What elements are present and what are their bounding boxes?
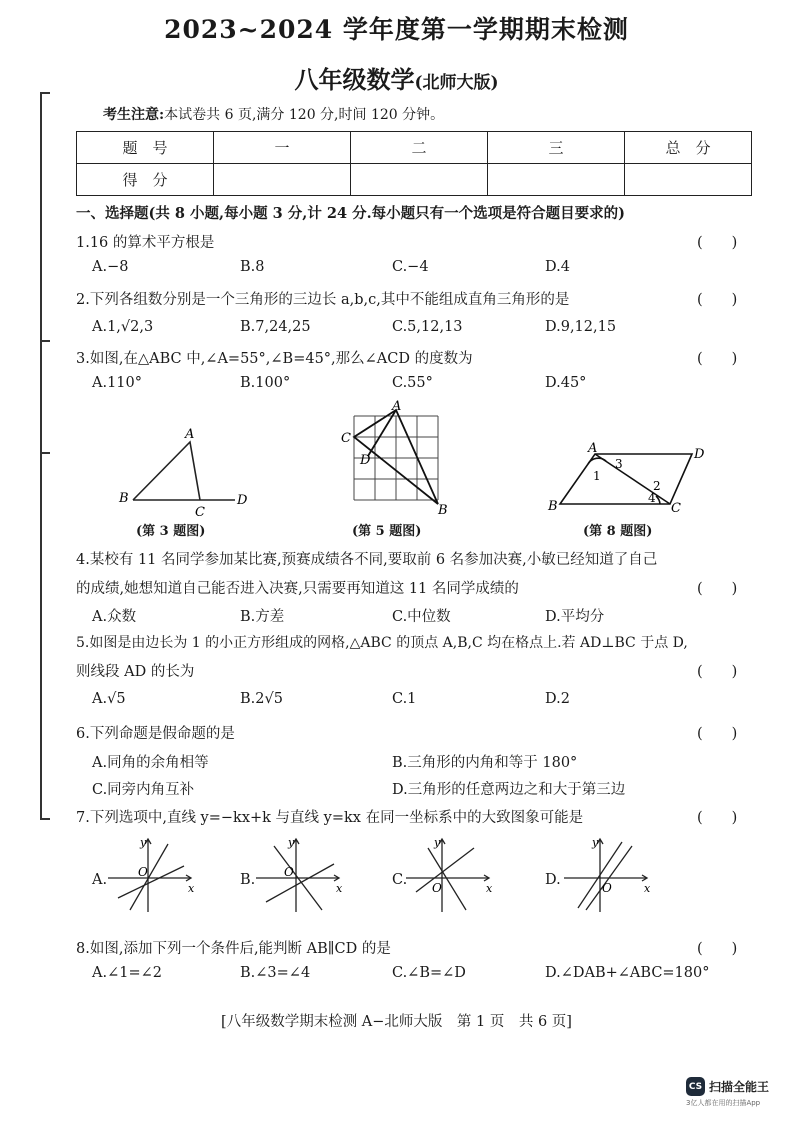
question-stem: 7.下列选项中,直线 y=−kx+k 与直线 y=kx 在同一坐标系中的大致图象可能是 bbox=[76, 810, 584, 826]
score-table bbox=[76, 131, 752, 196]
candidate-notice bbox=[103, 104, 444, 124]
origin-label: O bbox=[138, 865, 148, 879]
figure-q3-triangle bbox=[115, 420, 255, 520]
option-c: C.∠B=∠D bbox=[392, 965, 466, 981]
y-axis-label: y bbox=[288, 836, 295, 849]
answer-paren: ( ) bbox=[697, 664, 738, 680]
answer-paren: ( ) bbox=[697, 292, 738, 308]
option-b: B.方差 bbox=[240, 609, 285, 625]
graph-option-b bbox=[252, 836, 347, 916]
score-row-label: 得 分 bbox=[77, 164, 214, 196]
question-stem: 6.下列命题是假命题的是 bbox=[76, 726, 235, 742]
option-b: B.100° bbox=[240, 375, 291, 391]
option-c: C. bbox=[392, 872, 408, 888]
angle-3: 3 bbox=[615, 457, 623, 471]
question-stem: 2.下列各组数分别是一个三角形的三边长 a,b,c,其中不能组成直角三角形的是 bbox=[76, 292, 570, 308]
score-header-cell: 三 bbox=[488, 132, 625, 164]
margin-tick bbox=[40, 818, 50, 820]
question-stem: 1.16 的算术平方根是 bbox=[76, 235, 215, 251]
option-d: D.三角形的任意两边之和大于第三边 bbox=[392, 782, 626, 798]
option-b: B.∠3=∠4 bbox=[240, 965, 311, 981]
question-stem: 8.如图,添加下列一个条件后,能判断 AB∥CD 的是 bbox=[76, 941, 391, 957]
option-a: A. bbox=[92, 872, 108, 888]
score-header-cell: 二 bbox=[351, 132, 488, 164]
angle-2: 2 bbox=[653, 479, 661, 493]
edition-label: (北师大版) bbox=[414, 73, 499, 93]
figure-caption: (第 3 题图) bbox=[136, 524, 206, 539]
option-d: D.45° bbox=[545, 375, 587, 391]
label-c: C bbox=[341, 431, 351, 446]
scanner-tagline: 3亿人都在用的扫描App bbox=[686, 1099, 761, 1107]
angle-4: 4 bbox=[648, 491, 656, 505]
graph-option-d bbox=[560, 836, 655, 916]
option-c: C.同旁内角互补 bbox=[92, 782, 195, 798]
figure-q5-grid bbox=[338, 400, 458, 518]
x-axis-label: x bbox=[188, 882, 195, 895]
notice-label: 考生注意: bbox=[103, 107, 165, 123]
score-cell[interactable] bbox=[625, 164, 752, 196]
option-b: B.2√5 bbox=[240, 691, 283, 707]
option-a: A.1,√2,3 bbox=[92, 319, 154, 335]
answer-paren: ( ) bbox=[697, 810, 738, 826]
option-c: C.中位数 bbox=[392, 609, 451, 625]
score-header-cell: 总 分 bbox=[625, 132, 752, 164]
option-a: A.∠1=∠2 bbox=[92, 965, 162, 981]
label-a: A bbox=[588, 441, 598, 456]
label-b: B bbox=[548, 499, 558, 514]
x-axis-label: x bbox=[336, 882, 343, 895]
option-a: A.√5 bbox=[92, 691, 126, 707]
score-header-cell: 题 号 bbox=[77, 132, 214, 164]
y-axis-label: y bbox=[592, 836, 599, 849]
answer-paren: ( ) bbox=[697, 235, 738, 251]
question-stem: 4.某校有 11 名同学参加某比赛,预赛成绩各不同,要取前 6 名参加决赛,小敏已经知道了自己 bbox=[76, 552, 658, 568]
binding-margin-line bbox=[40, 92, 42, 820]
score-header-cell: 一 bbox=[214, 132, 351, 164]
margin-tick bbox=[40, 452, 50, 454]
label-a: A bbox=[392, 400, 402, 414]
x-axis-label: x bbox=[486, 882, 493, 895]
question-stem: 5.如图是由边长为 1 的小正方形组成的网格,△ABC 的顶点 A,B,C 均在格点上.若 AD⊥BC 于点 D, bbox=[76, 635, 688, 651]
question-stem-cont: 则线段 AD 的长为 bbox=[76, 664, 195, 680]
score-cell[interactable] bbox=[214, 164, 351, 196]
subject-name: 八年级数学 bbox=[294, 65, 415, 94]
label-b: B bbox=[438, 503, 448, 518]
label-c: C bbox=[195, 505, 205, 520]
option-d: D. bbox=[545, 872, 561, 888]
answer-paren: ( ) bbox=[697, 351, 738, 367]
option-b: B.三角形的内角和等于 180° bbox=[392, 755, 578, 771]
answer-paren: ( ) bbox=[697, 941, 738, 957]
label-d: D bbox=[237, 493, 248, 508]
option-a: A.−8 bbox=[92, 259, 129, 275]
label-d: D bbox=[360, 453, 371, 468]
graph-option-c bbox=[402, 836, 497, 916]
option-b: B. bbox=[240, 872, 256, 888]
margin-tick bbox=[40, 340, 50, 342]
origin-label: O bbox=[602, 881, 612, 895]
question-stem: 3.如图,在△ABC 中,∠A=55°,∠B=45°,那么∠ACD 的度数为 bbox=[76, 351, 473, 367]
y-axis-label: y bbox=[140, 836, 147, 849]
scanner-logo-icon: CS bbox=[686, 1077, 705, 1096]
y-axis-label: y bbox=[434, 836, 441, 849]
answer-paren: ( ) bbox=[697, 726, 738, 742]
option-c: C.−4 bbox=[392, 259, 429, 275]
origin-label: O bbox=[432, 881, 442, 895]
option-c: C.5,12,13 bbox=[392, 319, 463, 335]
figure-q8-quadrilateral bbox=[540, 440, 715, 518]
option-b: B.8 bbox=[240, 259, 265, 275]
origin-label: O bbox=[284, 865, 294, 879]
notice-text: 本试卷共 6 页,满分 120 分,时间 120 分钟。 bbox=[164, 107, 445, 123]
figure-caption: (第 8 题图) bbox=[583, 524, 653, 539]
option-c: C.1 bbox=[392, 691, 417, 707]
x-axis-label: x bbox=[644, 882, 651, 895]
question-stem-cont: 的成绩,她想知道自己能否进入决赛,只需要再知道这 11 名同学成绩的 bbox=[76, 581, 519, 597]
option-d: D.平均分 bbox=[545, 609, 605, 625]
score-cell[interactable] bbox=[351, 164, 488, 196]
option-d: D.9,12,15 bbox=[545, 319, 617, 335]
option-a: A.同角的余角相等 bbox=[92, 755, 209, 771]
angle-1: 1 bbox=[593, 469, 601, 483]
option-d: D.2 bbox=[545, 691, 570, 707]
scanner-watermark bbox=[686, 1077, 769, 1108]
option-d: D.∠DAB+∠ABC=180° bbox=[545, 965, 710, 981]
exam-title: 2023~2024 学年度第一学期期末检测 bbox=[164, 15, 629, 44]
label-a: A bbox=[185, 427, 195, 442]
page-footer: [八年级数学期末检测 A−北师大版 第 1 页 共 6 页] bbox=[221, 1014, 572, 1030]
option-a: A.110° bbox=[92, 375, 143, 391]
figure-caption: (第 5 题图) bbox=[352, 524, 422, 539]
graph-option-a bbox=[104, 836, 199, 916]
label-d: D bbox=[694, 447, 705, 462]
option-b: B.7,24,25 bbox=[240, 319, 311, 335]
label-b: B bbox=[119, 491, 129, 506]
option-a: A.众数 bbox=[92, 609, 137, 625]
score-cell[interactable] bbox=[488, 164, 625, 196]
exam-subtitle bbox=[0, 60, 793, 95]
answer-paren: ( ) bbox=[697, 581, 738, 597]
scanner-app-name: 扫描全能王 bbox=[709, 1080, 770, 1094]
label-c: C bbox=[671, 501, 681, 516]
option-c: C.55° bbox=[392, 375, 433, 391]
section-heading: 一、选择题(共 8 小题,每小题 3 分,计 24 分.每小题只有一个选项是符合题目要求的) bbox=[76, 205, 626, 222]
option-d: D.4 bbox=[545, 259, 570, 275]
